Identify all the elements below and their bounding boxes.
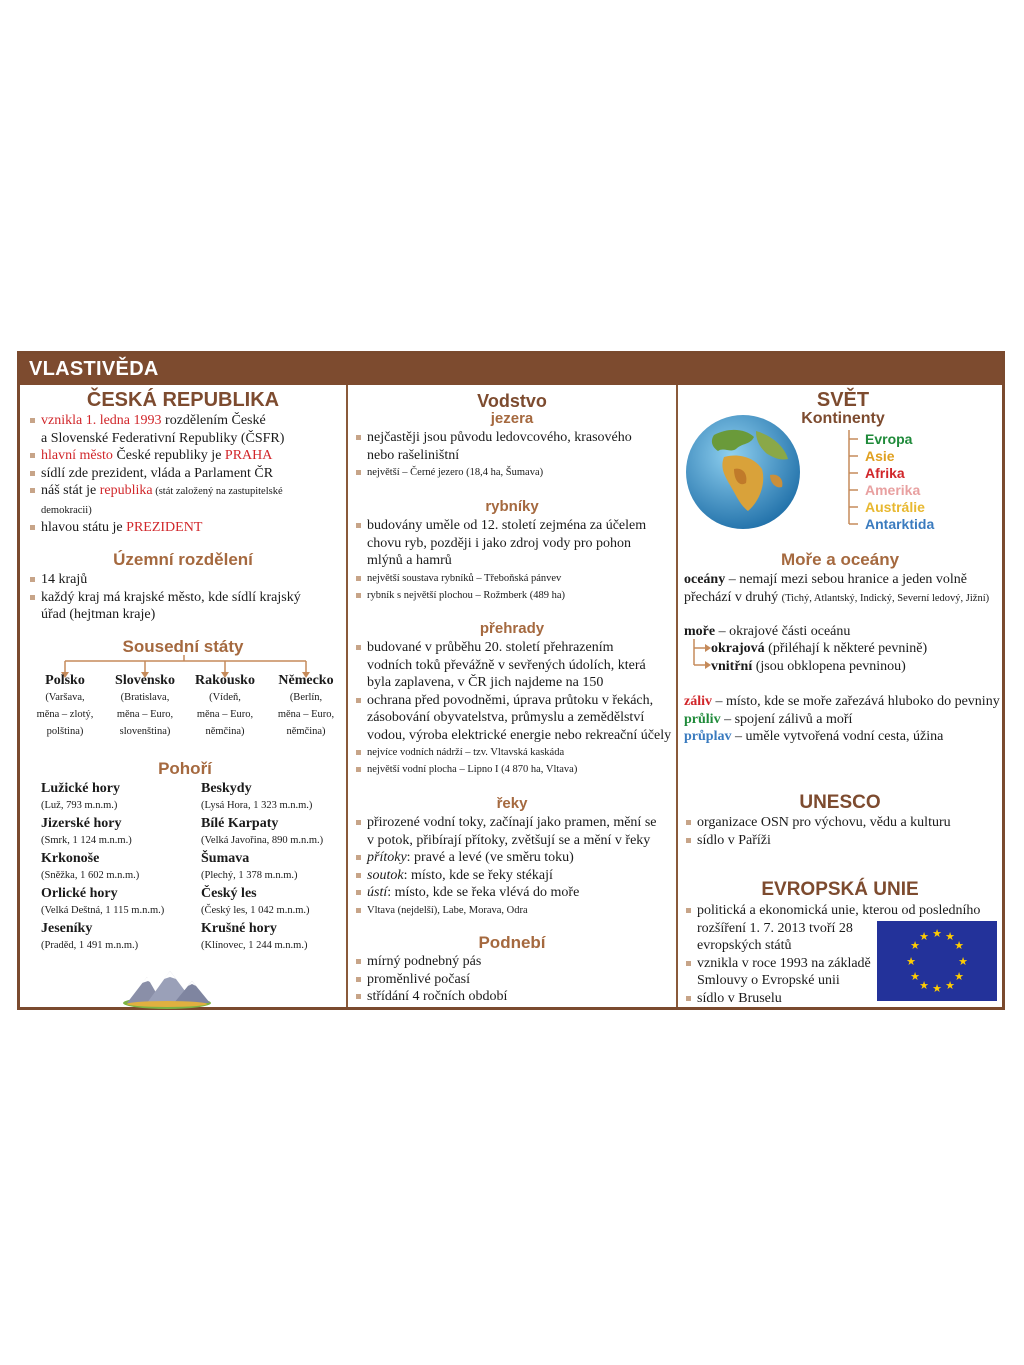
continent-asie: Asie (865, 448, 895, 464)
pohori-right-list: Beskydy (Lysá Hora, 1 323 m.n.m.) Bílé Karpaty (Velká Javořina, 890 m.n.m.) Šumava (Plechý, 1 378 m.n.m.) Český les (Český les, 1 042 m.n.m.) Krušné hory (Klínovec, 1 244 m.n.m.) (201, 781, 324, 951)
svg-text:★: ★ (932, 927, 942, 940)
eu-title: EVROPSKÁ UNIE (761, 879, 919, 900)
list-item: největší – Černé jezero (18,4 ha, Šumava) (354, 464, 672, 481)
svg-text:★: ★ (945, 979, 955, 992)
list-item: přirozené vodní toky, začínají jako pramen, mění se v potok, přibírají přítoky, zvětšují se a mění v řeky (354, 814, 672, 849)
rybniky-title: rybníky (485, 498, 539, 515)
continent-evropa: Evropa (865, 431, 913, 447)
list-item: 14 krajů (28, 571, 340, 589)
kontinenty-title: Kontinenty (801, 410, 885, 427)
list-item: přítoky: pravé a levé (ve směru toku) (354, 849, 672, 867)
list-item: střídání 4 ročních období (354, 988, 672, 1006)
list-item: mírný podnebný pás (354, 953, 672, 971)
list-item: sídlo v Bruselu (684, 990, 1000, 1008)
country-polsko: Polsko (Varšava, měna – zlotý, polština) (36, 673, 94, 737)
list-item: nejvíce vodních nádrží – tzv. Vltavská kaskáda (354, 744, 672, 761)
list-item: největší soustava rybníků – Třeboňská pánvev (354, 570, 672, 587)
jezera-list (354, 429, 672, 481)
list-item: vznikla v roce 1993 na základě Smlouvy o Evropské unii (684, 955, 1000, 990)
pohori-title: Pohoří (158, 759, 212, 778)
svg-text:★: ★ (919, 930, 929, 943)
continent-antarktida: Antarktida (865, 516, 935, 532)
jezera-title: jezera (490, 410, 534, 427)
svg-text:★: ★ (910, 970, 920, 983)
continent-afrika: Afrika (865, 465, 905, 481)
prehrady-title: přehrady (479, 620, 545, 637)
list-item: největší vodní plocha – Lipno I (4 870 ha, Vltava) (354, 761, 672, 778)
more-tree-lines (690, 639, 712, 673)
list-item: soutok: místo, kde se řeky stékají (354, 867, 672, 885)
vodstvo-title: Vodstvo (477, 391, 547, 411)
list-item: politická a ekonomická unie, kterou od posledního rozšíření 1. 7. 2013 tvoří 28 evropských států (684, 902, 1000, 955)
list-item: hlavou státu je PREZIDENT (28, 519, 340, 537)
svg-text:★: ★ (919, 979, 929, 992)
unesco-title: UNESCO (799, 792, 881, 813)
uzemni-title: Územní rozdělení (113, 550, 253, 569)
column-ceska-republika (20, 385, 348, 1007)
rybniky-list (354, 517, 672, 604)
header-title: VLASTIVĚDA (29, 358, 159, 380)
zaliv-text: záliv – místo, kde se moře zařezává hluboko do pevniny průliv – spojení zálivů a moří průplav – uměle vytvořená vodní cesta, úžina (684, 694, 1000, 744)
list-item: sídlí zde prezident, vláda a Parlament ČR (28, 465, 340, 483)
continent-australie: Austrálie (865, 499, 925, 515)
continent-amerika: Amerika (865, 482, 921, 498)
svg-text:★: ★ (958, 955, 968, 968)
list-item: ochrana před povodněmi, úprava průtoku v řekách, zásobování obyvatelstva, průmyslu a zemědělství vodou, výroba elektrické energie nebo rekreační účely (354, 692, 672, 745)
list-item: náš stát je republika (stát založený na zastupitelské demokracii) (28, 482, 340, 519)
list-item: vznikla 1. ledna 1993 rozdělením České a Slovenské Federativní Republiky (ČSFR) (28, 412, 340, 447)
podnebi-title: Podnebí (478, 933, 546, 952)
cr-title: ČESKÁ REPUBLIKA (86, 389, 280, 411)
vlastiveda-card (17, 351, 1005, 1010)
header-band (20, 354, 1002, 385)
podnebi-list (354, 953, 672, 1006)
list-item: rybník s největší plochou – Rožmberk (489 ha) (354, 587, 672, 604)
list-item: Vltava (nejdelší), Labe, Morava, Odra (354, 902, 672, 919)
column-vodstvo (348, 385, 678, 1007)
list-item: sídlo v Paříži (684, 832, 1000, 850)
globe-icon (684, 413, 802, 531)
svg-text:★: ★ (954, 970, 964, 983)
mountains-icon (122, 967, 212, 1009)
list-item: hlavní město České republiky je PRAHA (28, 447, 340, 465)
svg-text:★: ★ (906, 955, 916, 968)
sousedni-title: Sousední státy (122, 637, 244, 656)
list-item: proměnlivé počasí (354, 971, 672, 989)
oceany-text: oceány – nemají mezi sebou hranice a jeden volně přechází v druhý (Tichý, Atlantský, Indický, Severní ledový, Jižní) (684, 572, 990, 605)
country-rakousko: Rakousko (Vídeň, měna – Euro, němčina) (195, 673, 255, 737)
svg-text:★: ★ (954, 939, 964, 952)
list-item: nejčastěji jsou původu ledovcového, krasového nebo rašeliništní (354, 429, 672, 464)
country-slovensko: Slovensko (Bratislava, měna – Euro, slovenština) (115, 673, 175, 737)
kontinenty-tree-lines (846, 430, 860, 555)
list-item: budovány uměle od 12. století zejména za účelem chovu ryb, později i jako zdroj vody pro pohon mlýnů a hamrů (354, 517, 672, 570)
more-title: Moře a oceány (780, 550, 900, 569)
svg-text:★: ★ (945, 930, 955, 943)
prehrady-list (354, 639, 672, 778)
unesco-list (684, 814, 1000, 849)
country-nemecko: Německo (Berlín, měna – Euro, němčina) (277, 673, 335, 737)
cr-list (28, 412, 340, 537)
reky-title: řeky (496, 795, 528, 812)
list-item: každý kraj má krajské město, kde sídlí krajský úřad (hejtman kraje) (28, 589, 340, 624)
okrajova-text: okrajová (přiléhají k některé pevnině) vnitřní (jsou obklopena pevninou) (711, 641, 928, 674)
svg-text:★: ★ (932, 982, 942, 995)
uzemni-list (28, 571, 340, 624)
more-text: moře – okrajové části oceánu (684, 624, 851, 639)
svg-text:★: ★ (910, 939, 920, 952)
pohori-left-list: Lužické hory (Luž, 793 m.n.m.) Jizerské hory (Smrk, 1 124 m.n.m.) Krkonoše (Sněžka, 1 602 m.n.m.) Orlické hory (Velká Deštná, 1 115 m.n.m.) Jeseníky (Praděd, 1 491 m.n.m.) (41, 781, 165, 951)
list-item: budované v průběhu 20. století přehrazením vodních toků převážně v sevřených údolích, která byla zaplavena, v ČR jich najdeme na 150 (354, 639, 672, 692)
svet-title: SVĚT (816, 389, 870, 411)
column-svet (678, 385, 1002, 1007)
eu-flag-icon (877, 921, 997, 1001)
list-item: organizace OSN pro výchovu, vědu a kulturu (684, 814, 1000, 832)
list-item: ústí: místo, kde se řeka vlévá do moře (354, 884, 672, 902)
reky-list (354, 814, 672, 919)
